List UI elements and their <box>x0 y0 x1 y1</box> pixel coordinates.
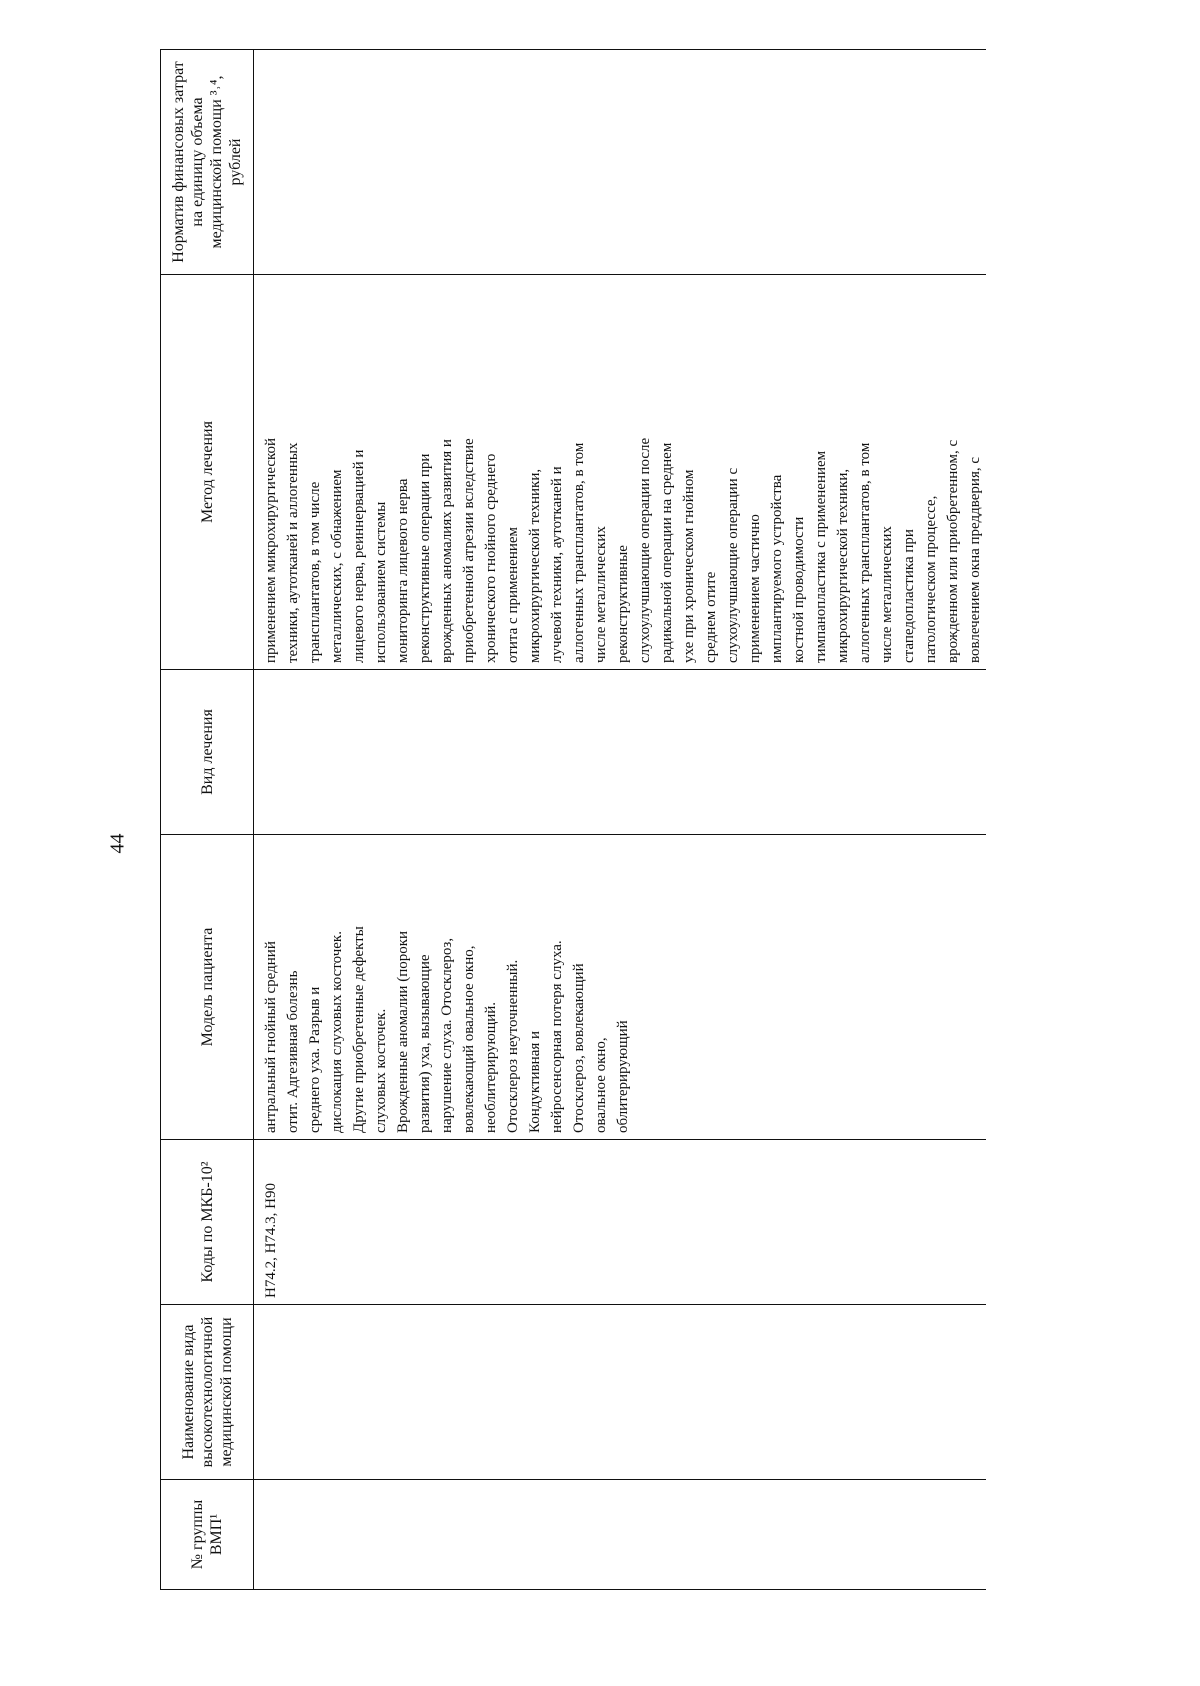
header-care-name: Наименование вида высокотехнологичной медицинской помощи <box>161 1305 254 1480</box>
rotated-table-container <box>160 50 1110 1590</box>
treatment-method-line: лицевого нерва, реиннервацией и <box>351 449 367 663</box>
treatment-method-line: применением микрохирургической <box>263 437 279 663</box>
treatment-method-line: вовлечением окна преддверия, с <box>967 456 983 663</box>
treatment-method-line: тимпанопластика с применением <box>813 450 829 663</box>
cell-icd-codes: H74.2, H74.3, H90 <box>254 1140 987 1305</box>
patient-model-line: Кондуктивная и <box>527 1030 543 1133</box>
cell-patient-model <box>254 835 987 1140</box>
patient-model-line: необлитерирующий. <box>483 1001 499 1133</box>
patient-model-line: овальное окно, <box>593 1037 609 1133</box>
header-group-number: № группы ВМП¹ <box>161 1480 254 1590</box>
treatment-method-line: имплантируемого устройства <box>769 474 785 663</box>
treatment-method-line: реконструктивные операции при <box>417 453 433 663</box>
header-treatment-type: Вид лечения <box>161 670 254 835</box>
cell-cost-norm <box>254 50 987 275</box>
treatment-method-line: костной проводимости <box>791 516 807 663</box>
treatment-method-line: микрохирургической техники, <box>835 468 851 663</box>
header-icd-codes: Коды по МКБ-10² <box>161 1140 254 1305</box>
patient-model-line: среднего уха. Разрыв и <box>307 986 323 1133</box>
treatment-method-line: аллогенных трансплантатов, в том <box>857 442 873 663</box>
patient-model-line: развития) уха, вызывающие <box>417 954 433 1133</box>
cell-group-number <box>254 1480 987 1590</box>
treatment-method-line: металлических, с обнажением <box>329 469 345 663</box>
page-number: 44 <box>106 833 129 854</box>
patient-model-line: Другие приобретенные дефекты <box>351 926 367 1133</box>
table-header-row <box>161 50 254 1590</box>
header-cost-norm: Норматив финансовых затрат на единицу объема медицинской помощи ³˒⁴, рублей <box>161 50 254 275</box>
treatment-method-line: патологическом процессе, <box>923 495 939 663</box>
treatment-method-line: стапедопластика при <box>901 529 917 663</box>
treatment-method-line: трансплантатов, в том числе <box>307 481 323 663</box>
treatment-method-line: использованием системы <box>373 501 389 663</box>
cell-care-name <box>254 1305 987 1480</box>
treatment-method-line: реконструктивные <box>615 545 631 663</box>
treatment-method-line: приобретенной атрезии вследствие <box>461 438 477 663</box>
treatment-method-line: радикальной операции на среднем <box>659 442 675 663</box>
treatment-method-line: слухоулучшающие операции после <box>637 437 653 663</box>
patient-model-line: облитерирующий <box>615 1020 631 1133</box>
treatment-method-line: микрохирургической техники, <box>527 468 543 663</box>
patient-model-line: Отосклероз, вовлекающий <box>571 963 587 1133</box>
treatment-method-line: лучевой техники, аутотканей и <box>549 466 565 663</box>
patient-model-line: Отосклероз неуточненный. <box>505 959 521 1133</box>
patient-model-line: нарушение слуха. Отосклероз, <box>439 937 455 1133</box>
header-patient-model: Модель пациента <box>161 835 254 1140</box>
treatment-method-line: числе металлических <box>879 526 895 663</box>
treatment-method-line: применением частично <box>747 514 763 663</box>
treatment-method-line: врожденных аномалиях развития и <box>439 439 455 663</box>
patient-model-line: Врожденные аномалии (пороки <box>395 930 411 1133</box>
treatment-method-line: врожденном или приобретенном, с <box>945 439 961 663</box>
treatment-method-line: мониторинга лицевого нерва <box>395 478 411 663</box>
header-treatment-method: Метод лечения <box>161 275 254 670</box>
table-row <box>254 50 987 1590</box>
treatment-method-line: числе металлических <box>593 526 609 663</box>
cell-treatment-type <box>254 670 987 835</box>
treatment-method-line: техники, аутотканей и аллогенных <box>285 442 301 663</box>
treatment-method-line: слухоулучшающие операции с <box>725 467 741 663</box>
patient-model-line: дислокация слуховых косточек. <box>329 931 345 1133</box>
treatment-method-line: аллогенных трансплантатов, в том <box>571 442 587 663</box>
patient-model-line: слуховых косточек. <box>373 1008 389 1133</box>
patient-model-line: нейросенсорная потеря слуха. <box>549 940 565 1133</box>
treatment-method-line: среднем отите <box>703 571 719 663</box>
patient-model-line: вовлекающий овальное окно, <box>461 945 477 1133</box>
treatment-method-line: хронического гнойного среднего <box>483 453 499 663</box>
treatment-method-line: отита с применением <box>505 526 521 663</box>
vmp-table <box>160 49 986 1590</box>
patient-model-line: антральный гнойный средний <box>263 941 279 1133</box>
cell-treatment-method <box>254 275 987 670</box>
patient-model-line: отит. Адгезивная болезнь <box>285 970 301 1133</box>
treatment-method-line: ухе при хроническом гнойном <box>681 469 697 663</box>
